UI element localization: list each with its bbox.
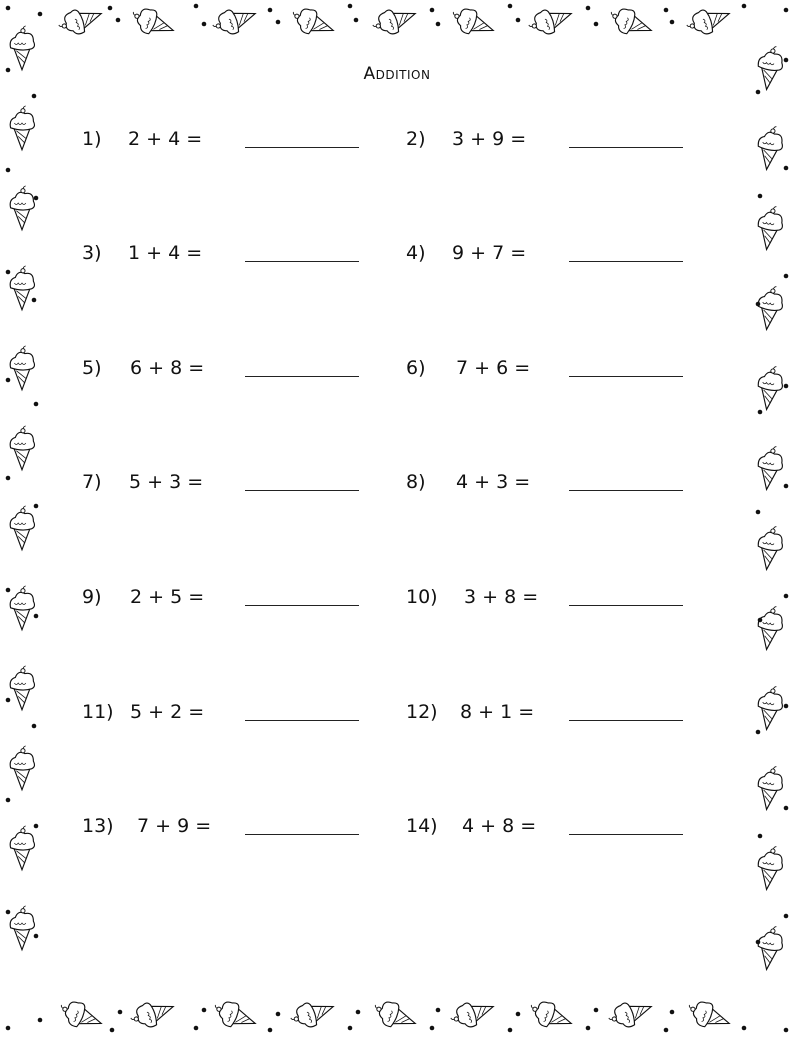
ice-cream-cone-icon: [684, 997, 733, 1035]
problem-number: 10): [406, 586, 438, 608]
ice-cream-cone-icon: [755, 605, 785, 652]
ice-cream-cone-icon: [755, 125, 785, 172]
dot-icon: [664, 1028, 669, 1033]
dot-icon: [276, 1012, 281, 1017]
dot-icon: [194, 4, 199, 9]
dot-icon: [354, 18, 359, 23]
dot-icon: [664, 8, 669, 13]
problem-7: [82, 467, 382, 497]
dot-icon: [758, 410, 763, 415]
dot-icon: [6, 698, 11, 703]
ice-cream-cone-icon: [128, 995, 177, 1033]
ice-cream-cone-icon: [10, 746, 34, 790]
ice-cream-cone-icon: [755, 205, 785, 252]
dot-icon: [6, 168, 11, 173]
dot-icon: [356, 1010, 361, 1015]
dot-icon: [516, 1012, 521, 1017]
dot-icon: [118, 1010, 123, 1015]
answer-line[interactable]: [245, 261, 359, 262]
ice-cream-cone-icon: [526, 997, 575, 1035]
problem-number: 11): [82, 701, 114, 723]
dot-icon: [594, 1008, 599, 1013]
ice-cream-cone-icon: [526, 2, 575, 40]
problem-expression: 7 + 9 =: [137, 815, 212, 837]
problem-2: [406, 124, 706, 154]
answer-line[interactable]: [569, 147, 683, 148]
dot-icon: [430, 1026, 435, 1031]
answer-line[interactable]: [245, 834, 359, 835]
dot-icon: [670, 1010, 675, 1015]
problem-expression: 4 + 3 =: [456, 471, 531, 493]
ice-cream-cone-icon: [755, 285, 785, 332]
answer-line[interactable]: [245, 490, 359, 491]
dot-icon: [516, 18, 521, 23]
answer-line[interactable]: [569, 720, 683, 721]
dot-icon: [784, 806, 789, 811]
ice-cream-cone-icon: [448, 995, 497, 1033]
dot-icon: [508, 1028, 513, 1033]
dot-icon: [34, 614, 39, 619]
ice-cream-cone-icon: [56, 2, 105, 40]
dot-icon: [436, 1008, 441, 1013]
problem-3: [82, 238, 382, 268]
problem-expression: 1 + 4 =: [128, 242, 203, 264]
dot-icon: [784, 166, 789, 171]
problem-number: 6): [406, 357, 426, 379]
ice-cream-cone-icon: [10, 106, 34, 150]
ice-cream-cone-icon: [448, 4, 497, 42]
problem-expression: 3 + 8 =: [464, 586, 539, 608]
dot-icon: [6, 1026, 11, 1031]
problem-number: 4): [406, 242, 426, 264]
dot-icon: [276, 20, 281, 25]
dot-icon: [670, 20, 675, 25]
dot-icon: [108, 6, 113, 11]
ice-cream-cone-icon: [210, 2, 259, 40]
ice-cream-cone-icon: [755, 525, 785, 572]
problem-number: 9): [82, 586, 102, 608]
dot-icon: [268, 8, 273, 13]
problem-14: [406, 811, 706, 841]
dot-icon: [348, 1026, 353, 1031]
dot-icon: [34, 504, 39, 509]
problem-number: 14): [406, 815, 438, 837]
dot-icon: [348, 4, 353, 9]
dot-icon: [430, 8, 435, 13]
ice-cream-cone-icon: [10, 346, 34, 390]
ice-cream-cone-icon: [128, 4, 177, 42]
ice-cream-cone-icon: [370, 997, 419, 1035]
problem-6: [406, 353, 706, 383]
dot-icon: [758, 834, 763, 839]
dot-icon: [32, 298, 37, 303]
dot-icon: [110, 1028, 115, 1033]
answer-line[interactable]: [569, 490, 683, 491]
ice-cream-cone-icon: [755, 765, 785, 812]
problem-12: [406, 697, 706, 727]
problem-number: 5): [82, 357, 102, 379]
dot-icon: [756, 730, 761, 735]
dot-icon: [194, 1026, 199, 1031]
ice-cream-cone-icon: [755, 925, 785, 972]
ice-cream-cone-icon: [288, 995, 337, 1033]
dot-icon: [34, 824, 39, 829]
dot-icon: [784, 1028, 789, 1033]
dot-icon: [784, 58, 789, 63]
answer-line[interactable]: [569, 376, 683, 377]
problem-4: [406, 238, 706, 268]
dot-icon: [32, 94, 37, 99]
answer-line[interactable]: [569, 834, 683, 835]
dot-icon: [6, 910, 11, 915]
problem-10: [406, 582, 706, 612]
dot-icon: [756, 940, 761, 945]
dot-icon: [784, 484, 789, 489]
ice-cream-cone-icon: [10, 186, 34, 230]
problem-8: [406, 467, 706, 497]
problem-expression: 4 + 8 =: [462, 815, 537, 837]
ice-cream-cone-icon: [288, 4, 337, 42]
dot-icon: [758, 618, 763, 623]
dot-icon: [758, 194, 763, 199]
ice-cream-cone-icon: [10, 906, 34, 950]
dot-icon: [742, 1026, 747, 1031]
problem-5: [82, 353, 382, 383]
problem-number: 13): [82, 815, 114, 837]
dot-icon: [6, 378, 11, 383]
dot-icon: [784, 274, 789, 279]
problem-number: 7): [82, 471, 102, 493]
dot-icon: [6, 270, 11, 275]
ice-cream-cone-icon: [755, 365, 785, 412]
dot-icon: [202, 1008, 207, 1013]
dot-icon: [32, 724, 37, 729]
problem-expression: 2 + 5 =: [130, 586, 205, 608]
problem-11: [82, 697, 382, 727]
problem-expression: 5 + 2 =: [130, 701, 205, 723]
problem-13: [82, 811, 382, 841]
ice-cream-cone-icon: [10, 426, 34, 470]
problem-number: 1): [82, 128, 102, 150]
dot-icon: [268, 1028, 273, 1033]
ice-cream-cone-icon: [10, 586, 34, 630]
dot-icon: [756, 510, 761, 515]
problem-expression: 2 + 4 =: [128, 128, 203, 150]
dot-icon: [202, 22, 207, 27]
dot-icon: [34, 402, 39, 407]
problem-expression: 5 + 3 =: [129, 471, 204, 493]
answer-line[interactable]: [245, 605, 359, 606]
dot-icon: [586, 1026, 591, 1031]
dot-icon: [784, 384, 789, 389]
answer-line[interactable]: [569, 605, 683, 606]
ice-cream-cone-icon: [684, 2, 733, 40]
ice-cream-cone-icon: [370, 2, 419, 40]
problem-number: 12): [406, 701, 438, 723]
dot-icon: [594, 22, 599, 27]
problem-expression: 6 + 8 =: [130, 357, 205, 379]
dot-icon: [34, 196, 39, 201]
dot-icon: [6, 4, 789, 1033]
dot-icon: [784, 704, 789, 709]
problem-expression: 7 + 6 =: [456, 357, 531, 379]
dot-icon: [116, 18, 121, 23]
dot-icon: [784, 914, 789, 919]
dot-icon: [38, 1018, 43, 1023]
ice-cream-cone-icon: [755, 685, 785, 732]
answer-line[interactable]: [245, 720, 359, 721]
answer-line[interactable]: [569, 261, 683, 262]
dot-icon: [6, 798, 11, 803]
dot-icon: [508, 4, 513, 9]
answer-line[interactable]: [245, 376, 359, 377]
ice-cream-cone-icon: [10, 666, 34, 710]
dot-icon: [6, 588, 11, 593]
problem-expression: 3 + 9 =: [452, 128, 527, 150]
ice-cream-cone-icon: [10, 826, 34, 870]
ice-cream-cone-icon: [755, 445, 785, 492]
ice-cream-cone-icon: [755, 845, 785, 892]
problem-number: 2): [406, 128, 426, 150]
dot-icon: [34, 934, 39, 939]
ice-cream-cone-icon: [606, 4, 655, 42]
dot-icon: [6, 6, 11, 11]
problem-number: 8): [406, 471, 426, 493]
answer-line[interactable]: [245, 147, 359, 148]
dot-icon: [784, 8, 789, 13]
dot-icon: [756, 302, 761, 307]
dot-icon: [742, 4, 747, 9]
dot-icon: [436, 22, 441, 27]
problem-number: 3): [82, 242, 102, 264]
ice-cream-cone-icon: [606, 995, 655, 1033]
problem-1: [82, 124, 382, 154]
worksheet-title: Addition: [363, 64, 431, 84]
dot-icon: [756, 90, 761, 95]
problem-expression: 8 + 1 =: [460, 701, 535, 723]
dot-icon: [38, 12, 43, 17]
ice-cream-cone-icon: [10, 2, 785, 1035]
ice-cream-cone-icon: [10, 506, 34, 550]
dot-icon: [784, 594, 789, 599]
dot-icon: [586, 6, 591, 11]
dot-icon: [6, 476, 11, 481]
ice-cream-cone-icon: [56, 997, 105, 1035]
ice-cream-cone-icon: [210, 997, 259, 1035]
ice-cream-cone-icon: [10, 266, 34, 310]
problem-expression: 9 + 7 =: [452, 242, 527, 264]
problem-9: [82, 582, 382, 612]
